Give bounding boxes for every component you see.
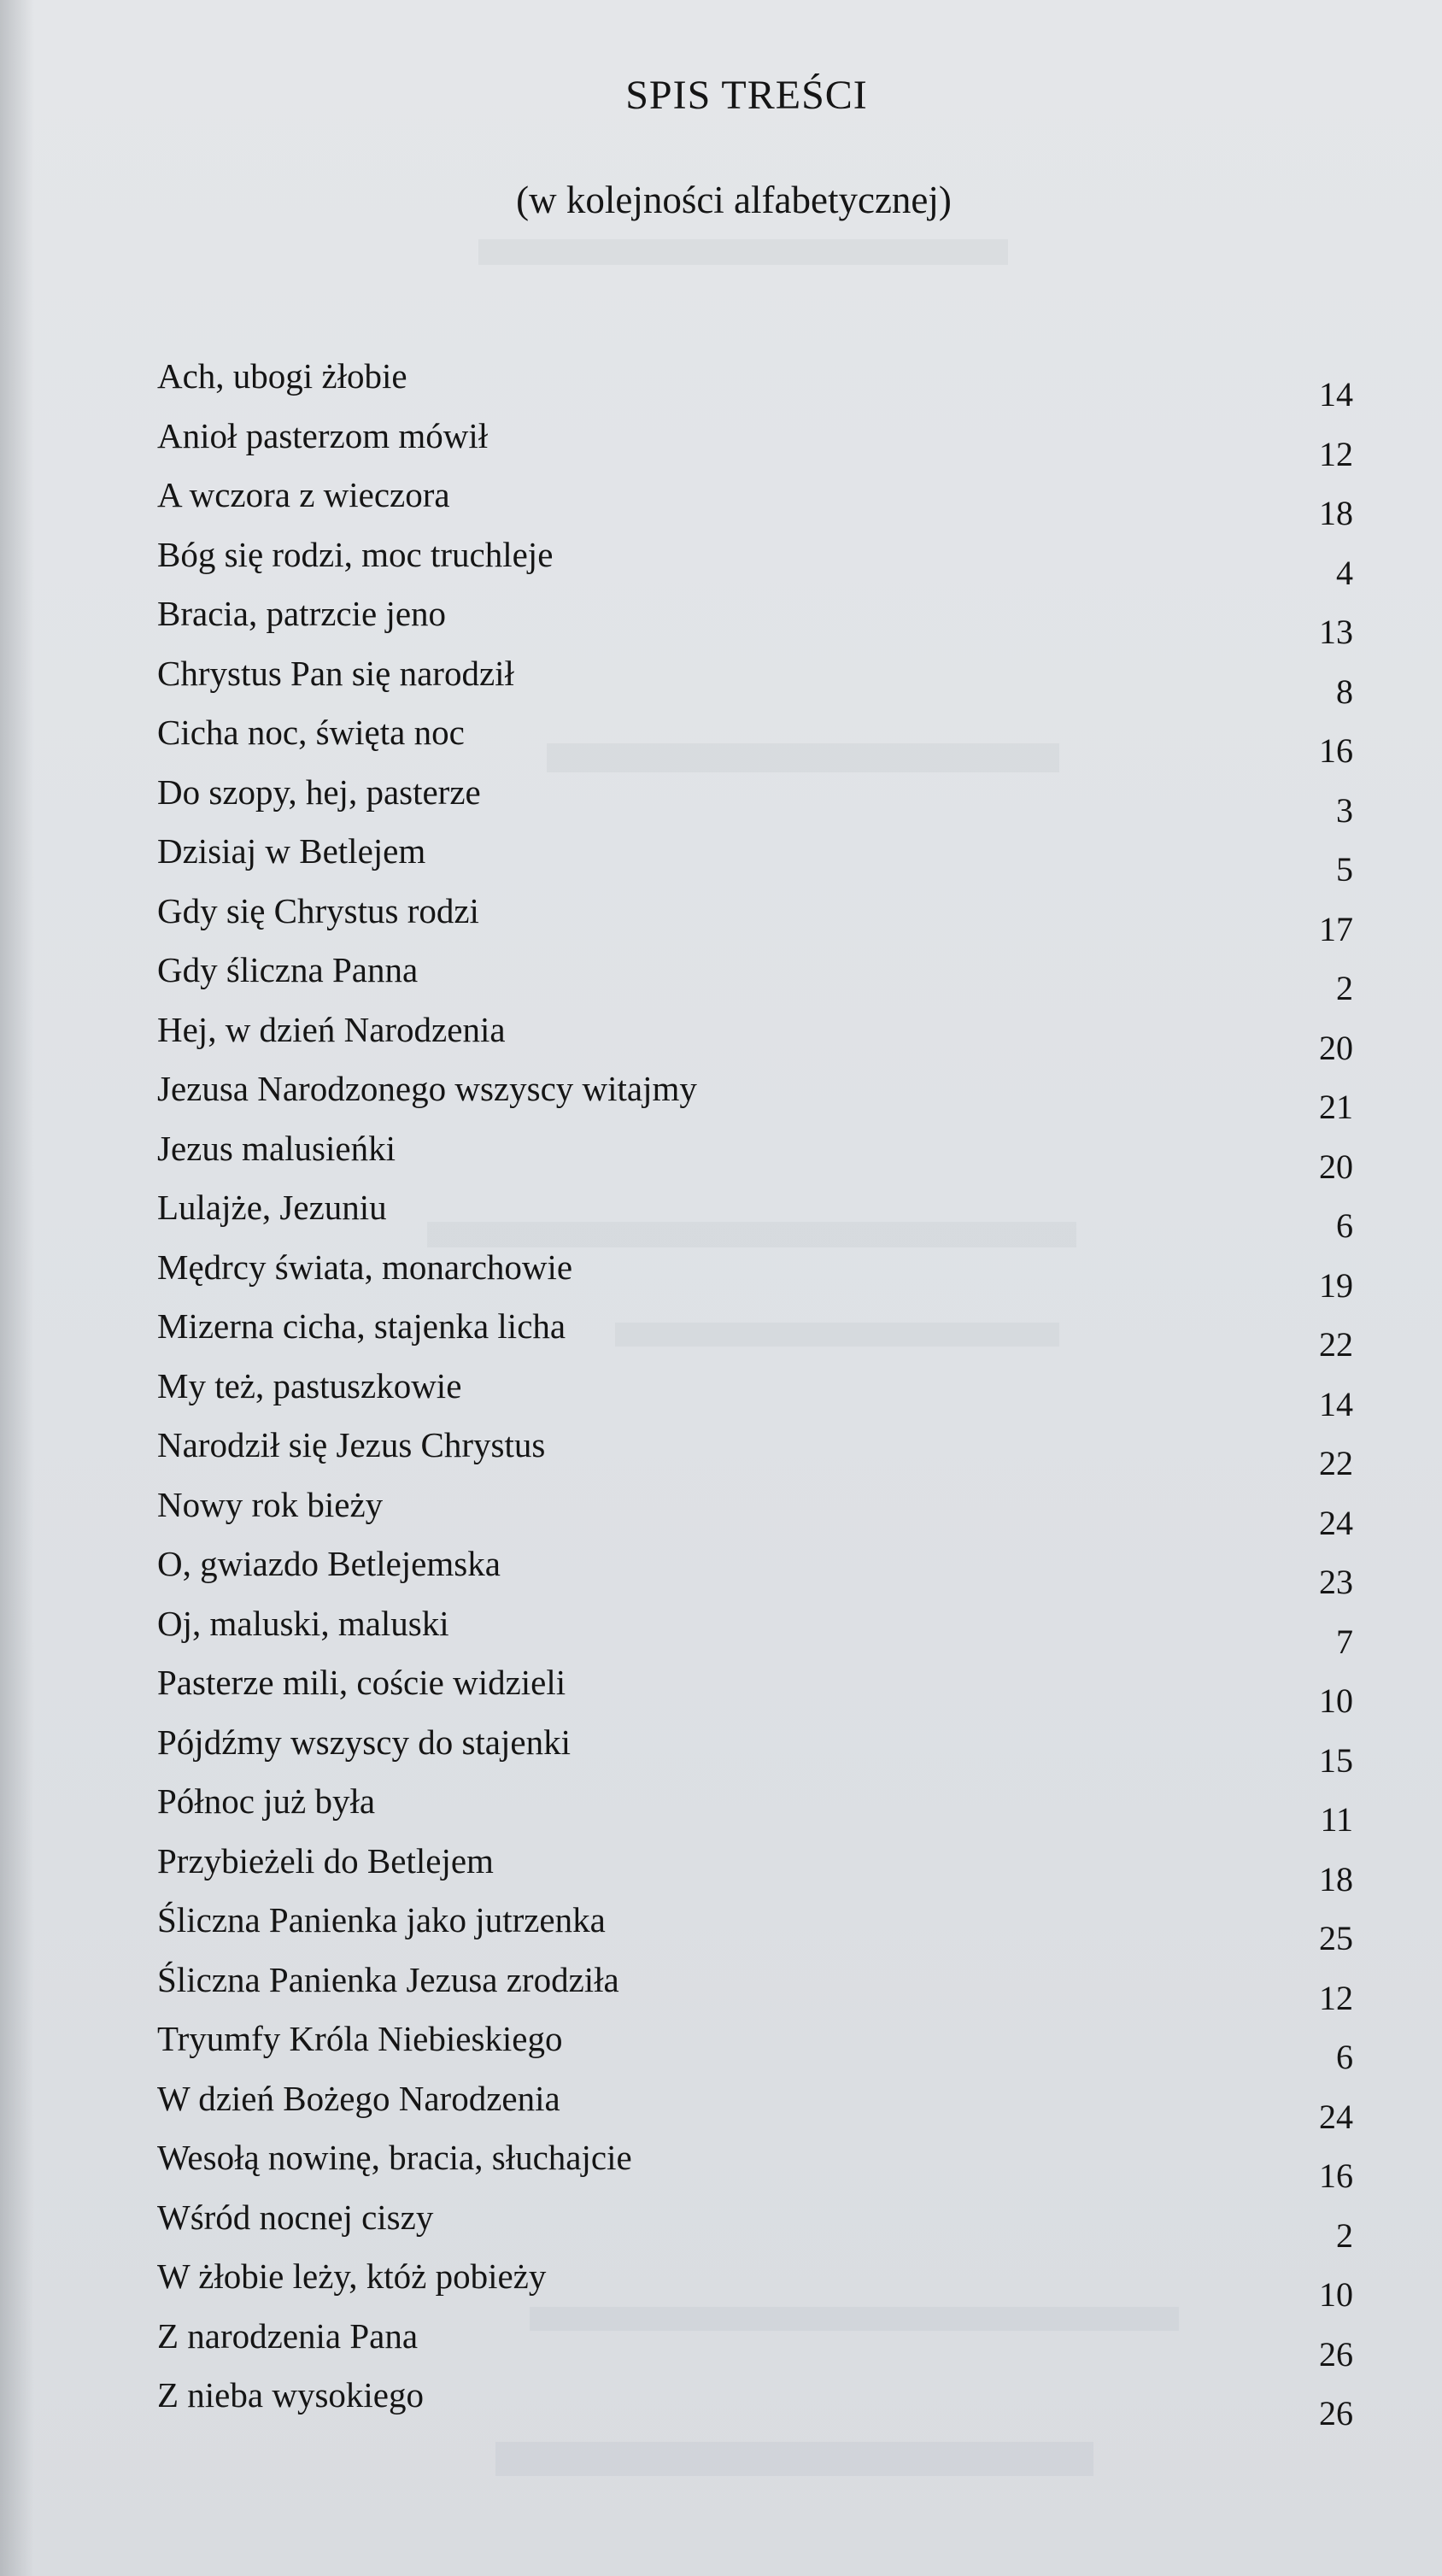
toc-entry-title: Z nieba wysokiego (157, 2375, 424, 2415)
toc-entry (157, 1657, 1353, 1720)
toc-entry-page: 20 (1319, 1147, 1353, 1186)
toc-entry (157, 2013, 1353, 2076)
toc-entry-title: Północ już była (157, 1781, 376, 1821)
toc-entry (157, 1538, 1353, 1601)
toc-entry-page: 22 (1319, 1444, 1353, 1482)
toc-entry-title: Gdy się Chrystus rodzi (157, 890, 479, 930)
toc-entry-title: Wśród nocnej ciszy (157, 2197, 434, 2237)
toc-entry-page: 16 (1319, 2156, 1353, 2195)
toc-entry (157, 1954, 1353, 2017)
toc-entry-page: 24 (1319, 2097, 1353, 2136)
toc-entry (157, 1063, 1353, 1126)
toc-entry (157, 588, 1353, 651)
toc-entry-title: My też, pastuszkowie (157, 1365, 462, 1405)
toc-entry-page: 12 (1319, 1978, 1353, 2017)
page-title: SPIS TREŚCI (625, 73, 868, 118)
toc-entry-page: 22 (1319, 1325, 1353, 1364)
toc-entry (157, 1300, 1353, 1364)
page-subtitle: (w kolejności alfabetycznej) (516, 179, 952, 221)
toc-entry-page: 23 (1319, 1563, 1353, 1601)
toc-entry (157, 1360, 1353, 1423)
toc-entry-title: Tryumfy Króla Niebieskiego (157, 2019, 563, 2058)
toc-entry-title: W żłobie leży, któż pobieży (157, 2256, 547, 2296)
toc-entry-page: 17 (1319, 909, 1353, 948)
toc-entry-title: Dzisiaj w Betlejem (157, 831, 426, 871)
toc-entry (157, 1004, 1353, 1067)
toc-entry-page: 13 (1319, 613, 1353, 651)
toc-entry (157, 707, 1353, 770)
toc-entry-page: 16 (1319, 731, 1353, 770)
toc-entry (157, 1182, 1353, 1245)
toc-entry-title: W dzień Bożego Narodzenia (157, 2078, 560, 2118)
toc-entry-title: Śliczna Panienka Jezusa zrodziła (157, 1959, 619, 1999)
toc-entry (157, 944, 1353, 1007)
toc-entry-page: 24 (1319, 1503, 1353, 1542)
toc-entry-title: Lulajże, Jezuniu (157, 1188, 387, 1227)
toc-entry-page: 15 (1319, 1740, 1353, 1780)
toc-entry-title: Oj, maluski, maluski (157, 1603, 449, 1643)
toc-entry-title: Nowy rok bieży (157, 1484, 384, 1524)
toc-entry (157, 2310, 1353, 2374)
toc-entry-page: 11 (1320, 1800, 1353, 1839)
toc-entry (157, 2132, 1353, 2195)
toc-entry (157, 2073, 1353, 2136)
toc-entry-title: Gdy śliczna Panna (157, 950, 419, 989)
toc-entry (157, 1894, 1353, 1957)
page-edge-shadow (0, 0, 34, 2576)
toc-entry-title: Bóg się rodzi, moc truchleje (157, 534, 554, 574)
toc-entry-page: 5 (1336, 850, 1353, 889)
toc-entry-title: Anioł pasterzom mówił (157, 415, 489, 455)
toc-entry-title: Hej, w dzień Narodzenia (157, 1009, 506, 1049)
toc-entry-page: 4 (1336, 553, 1353, 592)
toc-entry-title: Bracia, patrzcie jeno (157, 594, 447, 633)
toc-entry (157, 825, 1353, 889)
toc-entry (157, 2250, 1353, 2314)
toc-entry-title: Ach, ubogi żłobie (157, 356, 407, 396)
toc-entry-page: 2 (1336, 969, 1353, 1007)
toc-entry (157, 350, 1353, 414)
toc-entry-page: 19 (1319, 1265, 1353, 1305)
toc-entry-page: 21 (1319, 1088, 1353, 1126)
toc-entry-title: Chrystus Pan się narodził (157, 653, 514, 693)
toc-entry-page: 25 (1319, 1919, 1353, 1957)
toc-entry-page: 12 (1319, 434, 1353, 473)
toc-entry (157, 1775, 1353, 1839)
toc-entry (157, 1835, 1353, 1898)
toc-entry (157, 766, 1353, 830)
toc-entry-title: Do szopy, hej, pasterze (157, 772, 481, 812)
toc-entry-page: 26 (1319, 2334, 1353, 2374)
toc-entry-page: 18 (1319, 494, 1353, 532)
toc-entry (157, 1419, 1353, 1482)
table-of-contents (157, 350, 1353, 2432)
toc-entry-title: Mizerna cicha, stajenka licha (157, 1306, 566, 1346)
toc-entry-page: 26 (1319, 2394, 1353, 2432)
toc-entry-title: Jezus malusieńki (157, 1128, 396, 1168)
toc-entry (157, 529, 1353, 592)
toc-entry (157, 2369, 1353, 2432)
toc-entry-page: 3 (1336, 790, 1353, 830)
toc-entry-page: 6 (1336, 1206, 1353, 1245)
toc-entry-page: 14 (1319, 1384, 1353, 1423)
toc-entry-page: 10 (1319, 1681, 1353, 1720)
toc-entry-title: Jezusa Narodzonego wszyscy witajmy (157, 1069, 697, 1108)
toc-entry-page: 10 (1319, 2275, 1353, 2314)
toc-entry-page: 2 (1336, 2215, 1353, 2255)
bleed-through-mark (495, 2442, 1093, 2476)
toc-entry-title: Pójdźmy wszyscy do stajenki (157, 1722, 571, 1762)
toc-entry-title: Z narodzenia Pana (157, 2315, 419, 2356)
toc-entry (157, 2192, 1353, 2255)
toc-entry-title: O, gwiazdo Betlejemska (157, 1544, 501, 1583)
toc-entry-title: Wesołą nowinę, bracia, słuchajcie (157, 2138, 632, 2177)
toc-entry-title: Śliczna Panienka jako jutrzenka (157, 1900, 606, 1939)
toc-entry-title: Cicha noc, święta noc (157, 713, 465, 752)
toc-entry (157, 1598, 1353, 1661)
toc-entry (157, 1716, 1353, 1780)
toc-entry (157, 410, 1353, 473)
toc-entry (157, 1479, 1353, 1542)
toc-entry-page: 14 (1319, 375, 1353, 414)
toc-entry (157, 1123, 1353, 1186)
toc-entry-title: Przybieżeli do Betlejem (157, 1840, 494, 1881)
toc-entry-title: Narodził się Jezus Chrystus (157, 1425, 546, 1464)
toc-entry-page: 18 (1319, 1859, 1353, 1898)
toc-entry-page: 7 (1336, 1622, 1353, 1661)
toc-entry (157, 1241, 1353, 1305)
toc-entry-page: 20 (1319, 1028, 1353, 1067)
toc-entry (157, 648, 1353, 711)
toc-entry-title: A wczora z wieczora (157, 475, 450, 514)
toc-entry-page: 8 (1336, 672, 1353, 711)
toc-entry (157, 885, 1353, 948)
bleed-through-mark (478, 239, 1008, 265)
toc-entry-title: Pasterze mili, coście widzieli (157, 1663, 566, 1702)
toc-entry (157, 469, 1353, 532)
toc-entry-title: Mędrcy świata, monarchowie (157, 1247, 573, 1287)
toc-entry-page: 6 (1336, 2038, 1353, 2076)
